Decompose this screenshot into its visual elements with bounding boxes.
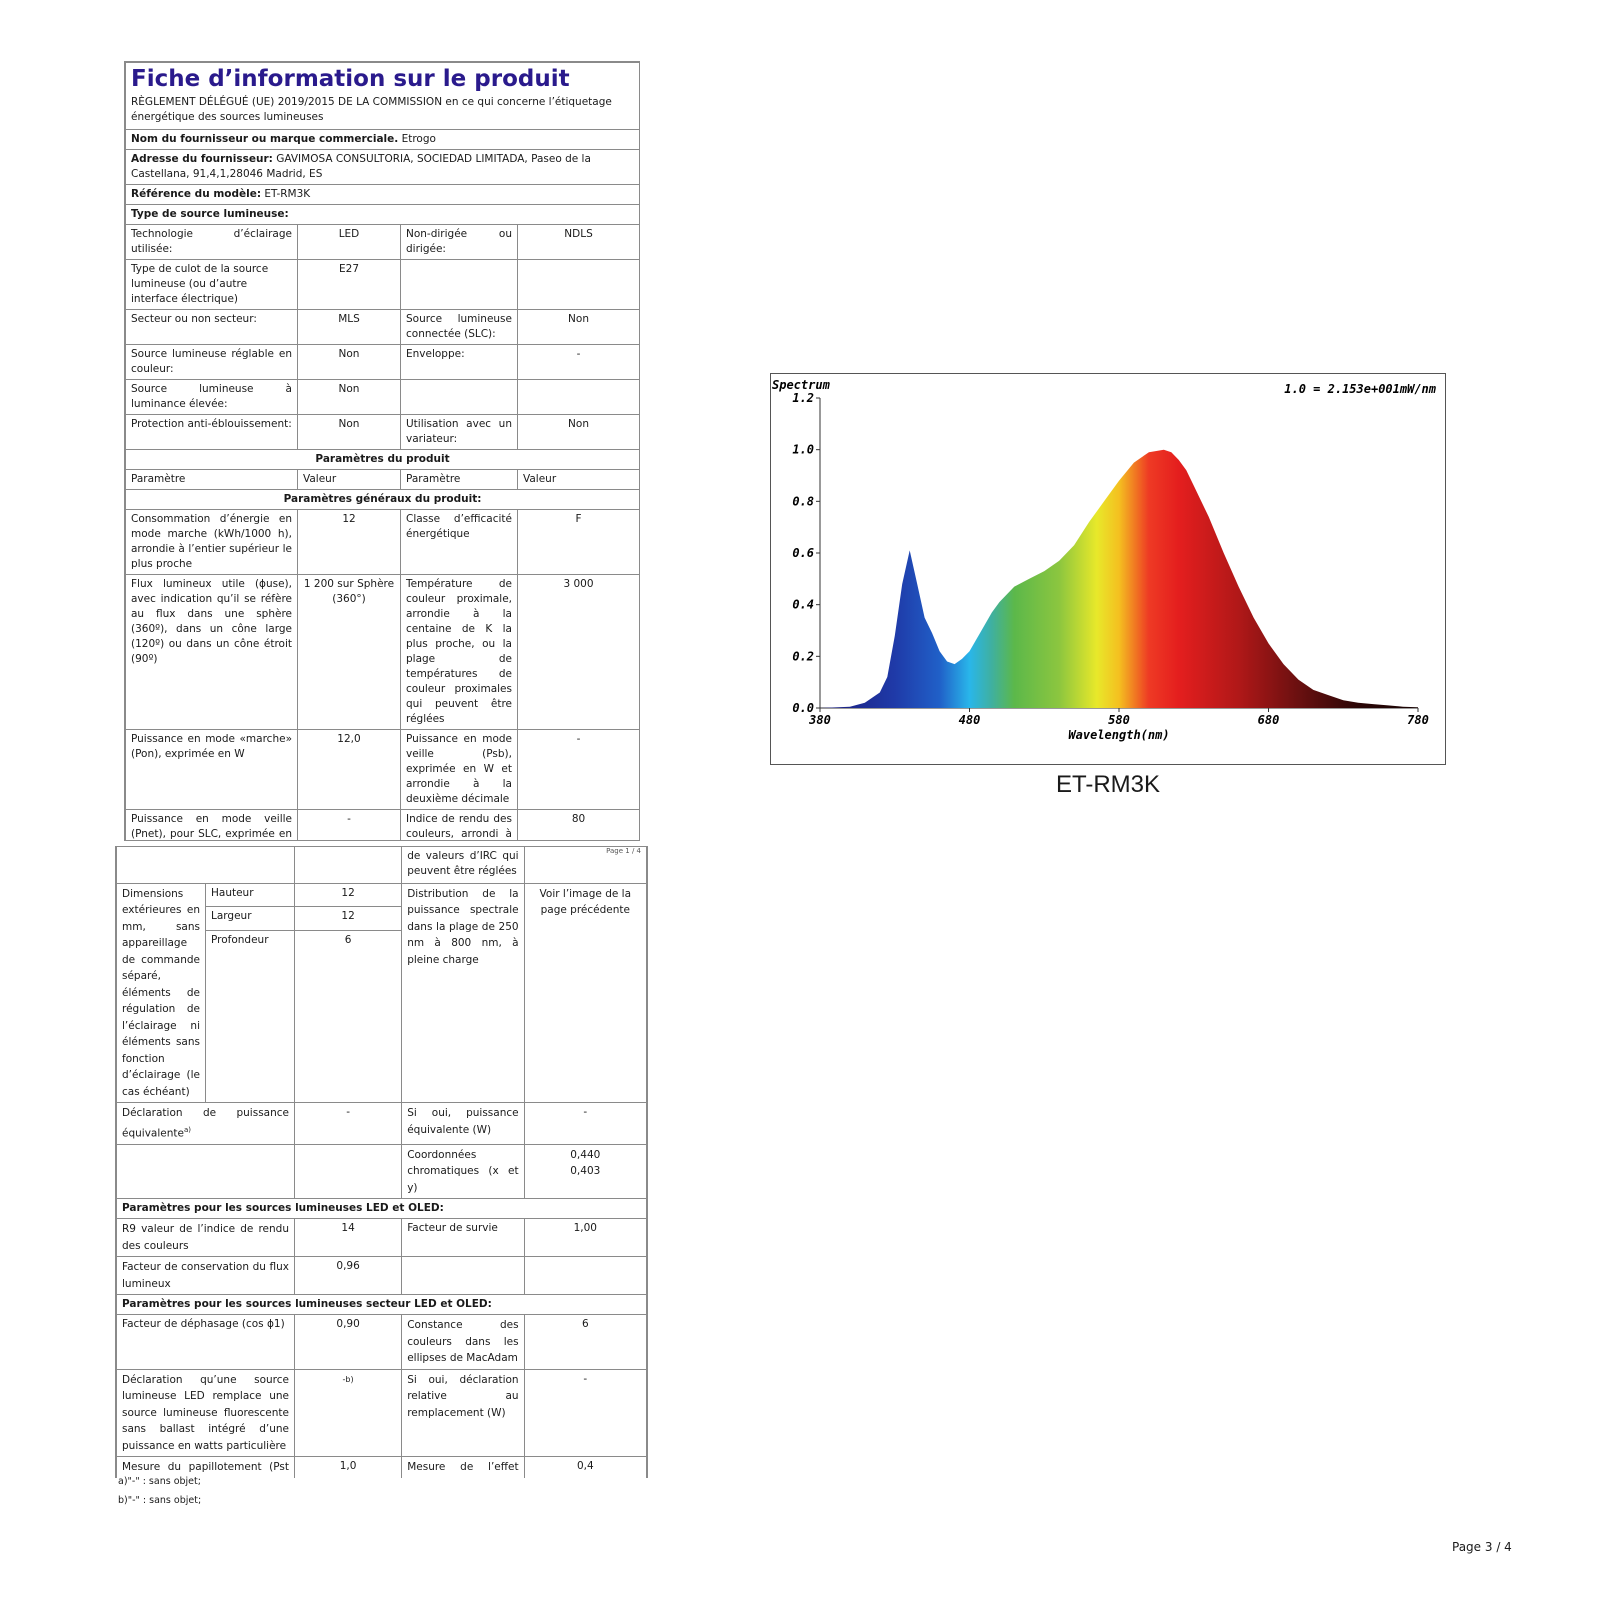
y-tick-label: 0.4 xyxy=(792,597,814,612)
chroma-label: Coordonnées chromatiques (x et y) xyxy=(402,1144,524,1199)
column-header-value: Valeur xyxy=(298,470,401,490)
flicker-label: Mesure du papillotement (Pst xyxy=(117,1457,295,1479)
model-value: ET-RM3K xyxy=(264,188,311,200)
table-row xyxy=(117,1219,647,1257)
y-tick-label: 0.2 xyxy=(792,649,814,664)
dimensions-label: Dimensions extérieures en mm, sans appareillage de commande séparé, éléments de régulation de l’éclairage ni éléments sans fonction d’éclairage (le cas échéant) xyxy=(117,883,206,1103)
led-params-header: Paramètres pour les sources lumineuses LED et OLED: xyxy=(117,1199,647,1219)
y-tick-label: 0.8 xyxy=(792,494,814,509)
sheet-title: Fiche d’information sur le produit xyxy=(131,66,570,92)
supplier-value: Etrogo xyxy=(401,133,436,145)
param-label: Enveloppe: xyxy=(401,345,518,380)
param-label: Protection anti-éblouissement: xyxy=(126,415,298,450)
product-params-header: Paramètres du produit xyxy=(126,450,640,470)
param-value: E27 xyxy=(298,260,401,310)
product-sheet-page-2 xyxy=(115,846,648,1478)
param-label: Secteur ou non secteur: xyxy=(126,310,298,345)
param-value: LED xyxy=(298,225,401,260)
depth-value: 6 xyxy=(295,931,402,1103)
table-row xyxy=(117,1369,647,1457)
table-row xyxy=(117,1144,647,1199)
table-row xyxy=(126,415,640,450)
param-label: Puissance en mode veille (Pnet), pour SLC, exprimée en xyxy=(126,810,298,842)
mains-params-header: Paramètres pour les sources lumineuses secteur LED et OLED: xyxy=(117,1295,647,1315)
stroboscopic-label: Mesure de l’effet xyxy=(402,1457,524,1479)
equiv-watt-label: Si oui, puissance équivalente (W) xyxy=(402,1103,524,1145)
macadam-value: 6 xyxy=(524,1315,646,1370)
equiv-power-value: - xyxy=(295,1103,402,1145)
param-value: - xyxy=(518,730,640,810)
param-value: MLS xyxy=(298,310,401,345)
r9-value: 14 xyxy=(295,1219,402,1257)
param-label: Technologie d’éclairage utilisée: xyxy=(126,225,298,260)
param-label: Source lumineuse à luminance élevée: xyxy=(126,380,298,415)
height-value: 12 xyxy=(295,883,402,907)
param-value: Non xyxy=(298,380,401,415)
replacement-watt-label: Si oui, déclaration relative au remplacement (W) xyxy=(402,1369,524,1457)
param-value: - xyxy=(518,345,640,380)
page-number: Page 3 / 4 xyxy=(1452,1540,1512,1554)
table-row xyxy=(126,510,640,575)
param-value: Non xyxy=(298,345,401,380)
phase-value: 0,90 xyxy=(295,1315,402,1370)
footnote-b: b)"-" : sans objet; xyxy=(118,1495,202,1506)
param-value: 80 xyxy=(518,810,640,842)
param-label xyxy=(401,260,518,310)
general-params-header: Paramètres généraux du produit: xyxy=(126,490,640,510)
equiv-watt-value: - xyxy=(524,1103,646,1145)
scale-note: 1.0 = 2.153e+001mW/nm xyxy=(1284,382,1436,396)
column-header-value: Valeur xyxy=(518,470,640,490)
x-tick-label: 780 xyxy=(1407,713,1429,727)
param-value: NDLS xyxy=(518,225,640,260)
stroboscopic-value: 0,4 xyxy=(524,1457,646,1479)
table-row xyxy=(117,1257,647,1295)
param-value: Non xyxy=(298,415,401,450)
y-tick-label: 0.6 xyxy=(792,546,814,560)
y-tick-label: 1.2 xyxy=(792,391,814,405)
spd-label: Distribution de la puissance spectrale dans la plage de 250 nm à 800 nm, à pleine charge xyxy=(402,883,524,1103)
phase-label: Facteur de déphasage (cos ϕ1) xyxy=(117,1315,295,1370)
product-info-table-1 xyxy=(125,62,640,841)
address-label: Adresse du fournisseur: xyxy=(131,153,273,165)
table-row xyxy=(126,225,640,260)
param-label: Type de culot de la source lumineuse (ou d’autre interface électrique) xyxy=(126,260,298,310)
chroma-x: 0,440 xyxy=(570,1148,601,1161)
equiv-power-label-cell xyxy=(117,1103,295,1145)
survival-label: Facteur de survie xyxy=(402,1219,524,1257)
table-row xyxy=(126,345,640,380)
replacement-watt-value: - xyxy=(524,1369,646,1457)
r9-label: R9 valeur de l’indice de rendu des couleurs xyxy=(117,1219,295,1257)
param-label: Source lumineuse connectée (SLC): xyxy=(401,310,518,345)
address-value: GAVIMOSA CONSULTORIA, SOCIEDAD LIMITADA, Paseo de la Castellana, 91,4,1,28046 Madrid, ES xyxy=(131,153,591,180)
cri-continued: de valeurs d’IRC qui peuvent être réglées xyxy=(402,847,524,883)
footnote-a-marker: a) xyxy=(183,1125,191,1134)
product-info-table-2 xyxy=(116,847,647,1478)
table-row xyxy=(117,883,647,907)
param-value: Non xyxy=(518,415,640,450)
param-label: Source lumineuse réglable en couleur: xyxy=(126,345,298,380)
param-value: 1 200 sur Sphère (360°) xyxy=(298,575,401,730)
product-sheet-page-1 xyxy=(124,61,640,841)
chroma-values xyxy=(524,1144,646,1199)
light-source-type-label: Type de source lumineuse: xyxy=(126,205,640,225)
x-tick-label: 580 xyxy=(1108,713,1130,727)
flux-maintenance-value: 0,96 xyxy=(295,1257,402,1295)
param-label: Non-dirigée ou dirigée: xyxy=(401,225,518,260)
depth-label: Profondeur xyxy=(206,931,295,1103)
footnotes xyxy=(118,1472,418,1510)
page-mark: Page 1 / 4 xyxy=(606,847,641,855)
chroma-y: 0,403 xyxy=(570,1165,601,1177)
param-value: - xyxy=(298,810,401,842)
x-axis-label: Wavelength(nm) xyxy=(1068,728,1170,742)
spectrum-chart xyxy=(770,373,1446,765)
width-value: 12 xyxy=(295,907,402,931)
param-label: Puissance en mode «marche» (Pon), exprimée en W xyxy=(126,730,298,810)
model-label: Référence du modèle: xyxy=(131,188,262,200)
equiv-power-label: Déclaration de puissance équivalente xyxy=(122,1107,289,1139)
flux-maintenance-label: Facteur de conservation du flux lumineux xyxy=(117,1257,295,1295)
supplier-label: Nom du fournisseur ou marque commerciale. xyxy=(131,133,399,145)
spectrum-chart-svg xyxy=(770,373,1446,765)
table-row xyxy=(117,1315,647,1370)
chart-title: Spectrum xyxy=(772,378,830,392)
width-label: Largeur xyxy=(206,907,295,931)
param-value: 3 000 xyxy=(518,575,640,730)
table-row xyxy=(126,260,640,310)
y-tick-label: 0.0 xyxy=(792,701,814,715)
x-tick-label: 680 xyxy=(1257,713,1280,727)
table-row xyxy=(126,310,640,345)
table-row xyxy=(126,730,640,810)
replacement-label: Déclaration qu’une source lumineuse LED remplace une source lumineuse fluorescente sans ballast intégré d’une puissance en watts particulière xyxy=(117,1369,295,1457)
param-label xyxy=(401,380,518,415)
survival-value: 1,00 xyxy=(524,1219,646,1257)
sheet-subtitle: RÈGLEMENT DÉLÉGUÉ (UE) 2019/2015 DE LA COMMISSION en ce qui concerne l’étiquetage énergétique des sources lumineuses xyxy=(131,96,612,123)
macadam-label: Constance des couleurs dans les ellipses de MacAdam xyxy=(402,1315,524,1370)
param-label: Flux lumineux utile (ϕuse), avec indication qu’il se réfère au flux dans une sphère (360º), dans un cône large (120º) ou dans un cône étroit (90º) xyxy=(126,575,298,730)
x-tick-label: 380 xyxy=(809,713,831,727)
spd-value: Voir l’image de la page précédente xyxy=(524,883,646,1103)
y-tick-label: 1.0 xyxy=(792,442,814,457)
chart-caption: ET-RM3K xyxy=(1056,771,1161,798)
param-value: F xyxy=(518,510,640,575)
param-value: 12,0 xyxy=(298,730,401,810)
param-value: 12 xyxy=(298,510,401,575)
param-label: Consommation d’énergie en mode marche (kWh/1000 h), arrondie à l’entier supérieur le plus proche xyxy=(126,510,298,575)
height-label: Hauteur xyxy=(206,883,295,907)
column-header-param: Paramètre xyxy=(126,470,298,490)
column-header-param: Paramètre xyxy=(401,470,518,490)
param-value xyxy=(518,260,640,310)
param-label: Utilisation avec un variateur: xyxy=(401,415,518,450)
x-tick-label: 480 xyxy=(958,713,981,727)
table-row xyxy=(126,575,640,730)
table-row xyxy=(117,1103,647,1145)
replacement-value: -b) xyxy=(295,1369,402,1457)
param-label: Puissance en mode veille (Psb), exprimée en W et arrondie à la deuxième décimale xyxy=(401,730,518,810)
param-value: Non xyxy=(518,310,640,345)
flicker-value: 1,0 xyxy=(295,1457,402,1479)
table-row xyxy=(126,810,640,842)
param-label: Indice de rendu des couleurs, arrondi à xyxy=(401,810,518,842)
table-row xyxy=(126,380,640,415)
param-value xyxy=(518,380,640,415)
footnote-a: a)"-" : sans objet; xyxy=(118,1476,201,1487)
param-label: Température de couleur proximale, arrondie à la centaine de K la plus proche, ou la plage de températures de couleur proximales qui peuvent être réglées xyxy=(401,575,518,730)
param-label: Classe d’efficacité énergétique xyxy=(401,510,518,575)
